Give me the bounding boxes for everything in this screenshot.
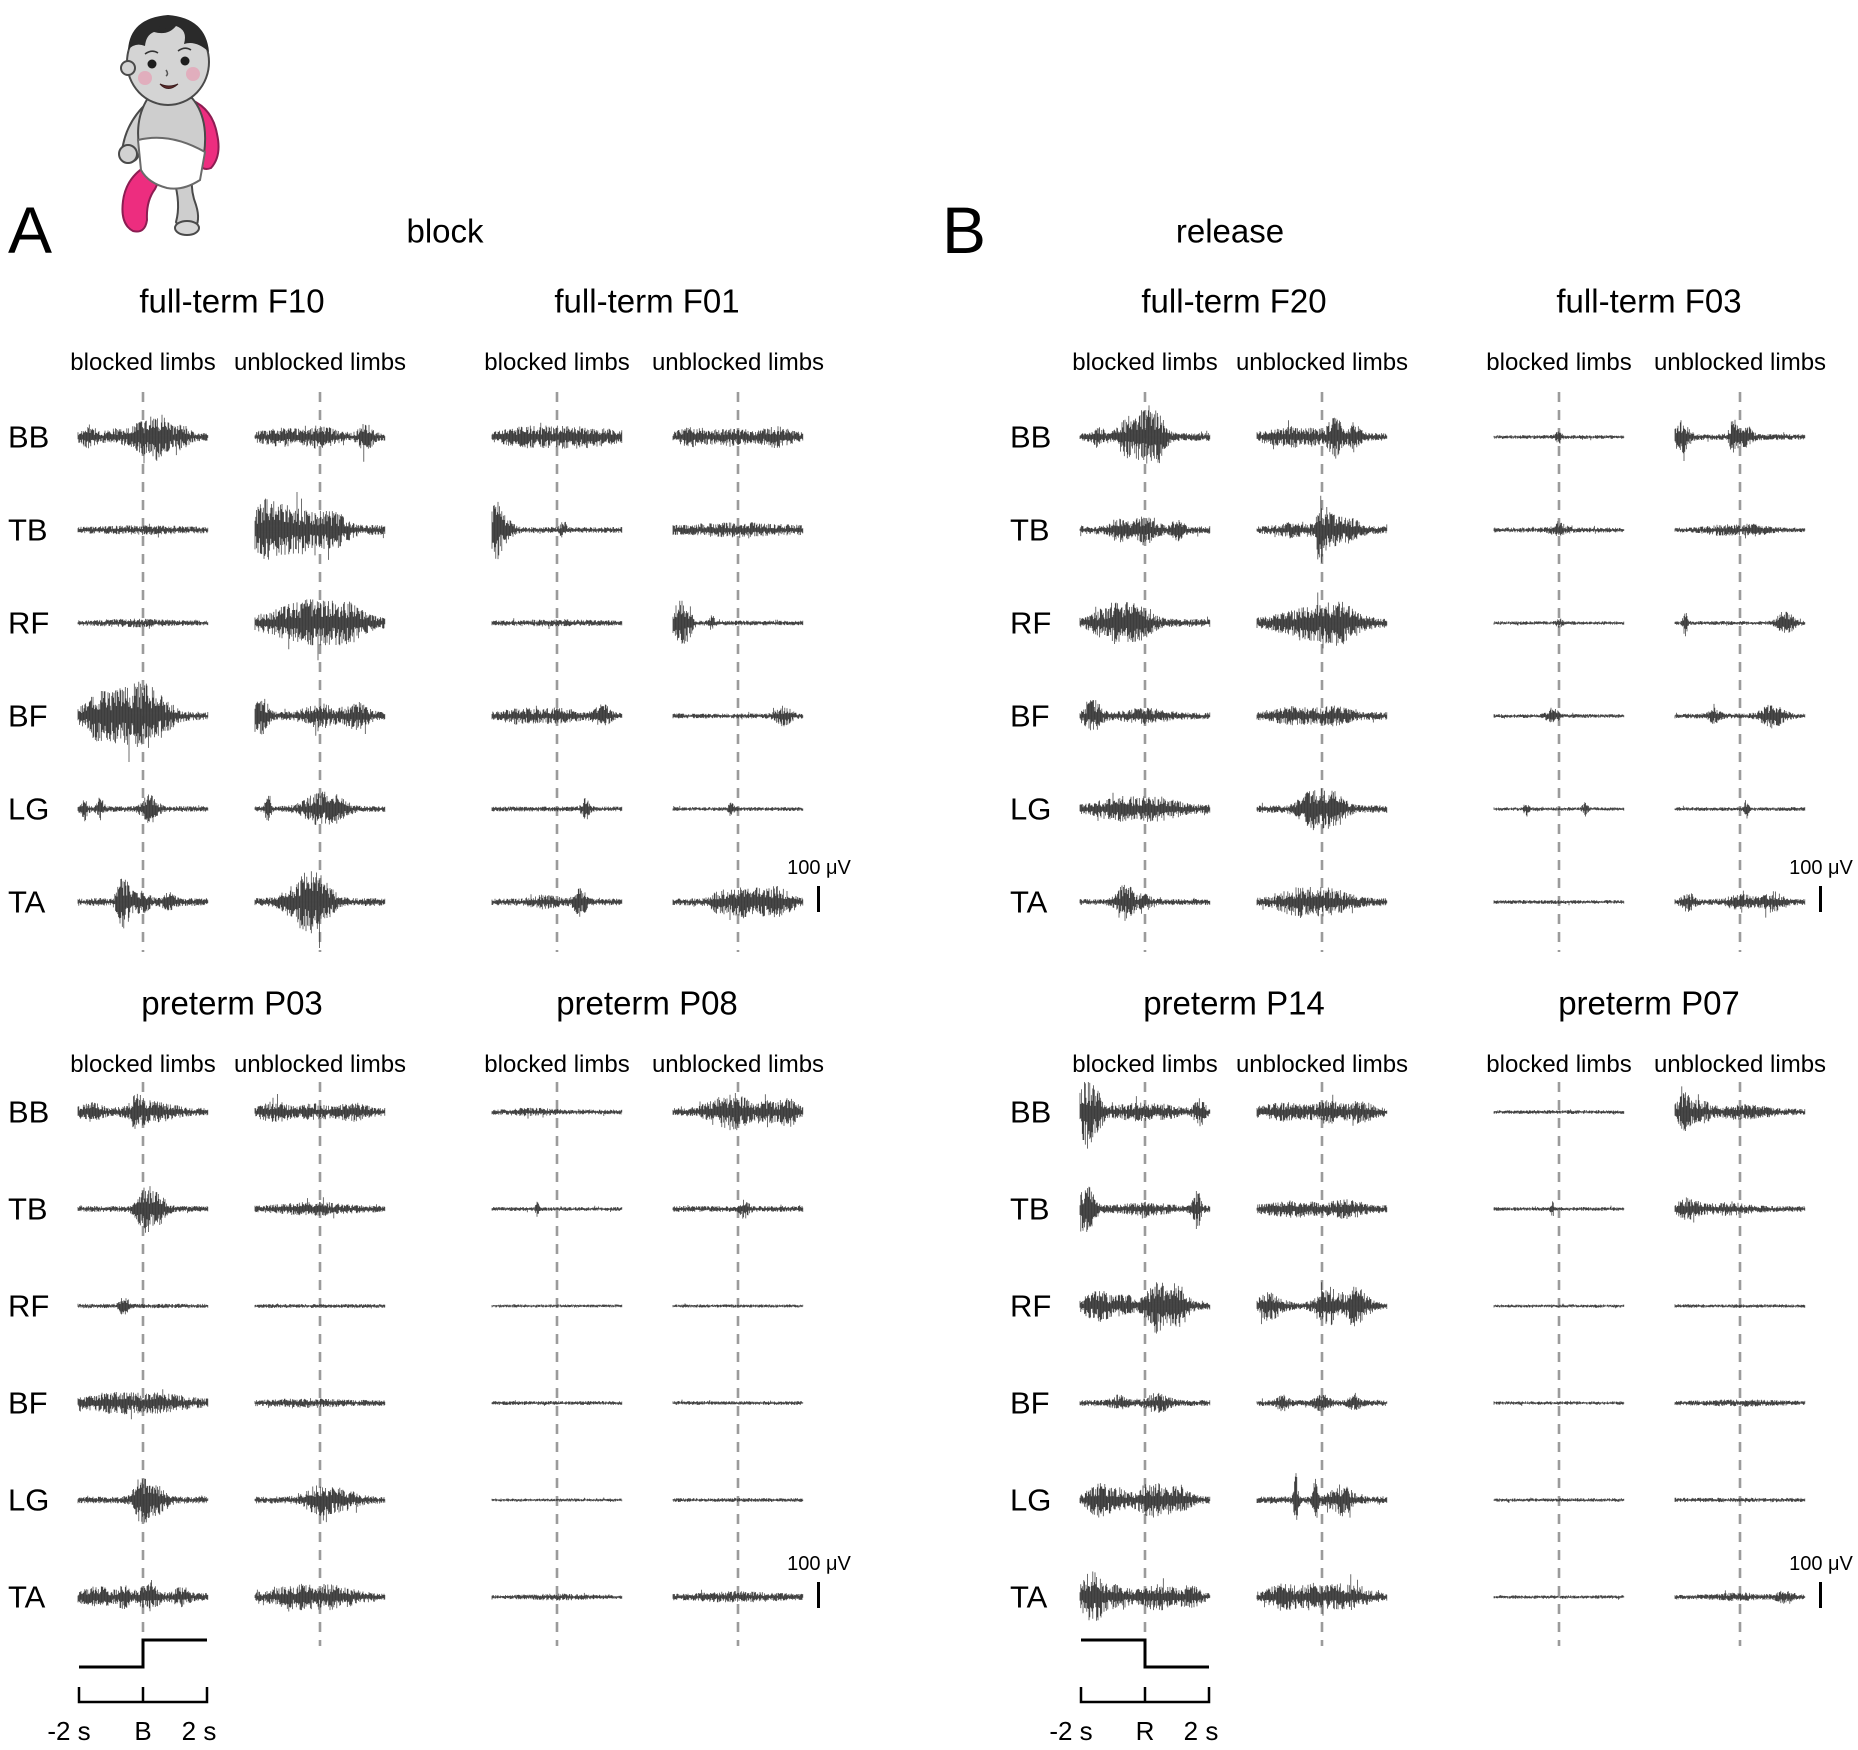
- muscle-label-RF: RF: [8, 1288, 50, 1324]
- group-title: preterm P14: [1143, 984, 1325, 1022]
- emg-trace-BF: [1675, 1400, 1805, 1407]
- muscle-label-TB: TB: [8, 1191, 48, 1227]
- panel-title-block: block: [406, 212, 484, 250]
- muscle-label-BF: BF: [8, 1385, 48, 1421]
- time-label: -2 s: [47, 1716, 91, 1746]
- group-title: full-term F20: [1141, 282, 1327, 320]
- panel-title-release: release: [1175, 212, 1285, 250]
- scale-bar: [817, 886, 820, 912]
- column-header: unblocked limbs: [1235, 349, 1409, 376]
- event-step-and-bracket: [70, 1628, 220, 1713]
- emg-trace-BB: [78, 415, 208, 464]
- emg-trace-path: [673, 601, 803, 644]
- muscle-label-BF: BF: [8, 698, 48, 734]
- scale-bar: [1819, 886, 1822, 912]
- time-label: -2 s: [1049, 1716, 1093, 1746]
- scale-bar: [817, 1582, 820, 1608]
- emg-trace-TB: [492, 502, 622, 559]
- time-bracket: [79, 1687, 207, 1702]
- muscle-label-BF: BF: [1010, 698, 1050, 734]
- emg-column: [487, 392, 627, 952]
- emg-trace-path: [673, 1400, 803, 1405]
- muscle-label-TA: TA: [1010, 884, 1048, 920]
- muscle-label-BB: BB: [1010, 1094, 1052, 1130]
- column-header: unblocked limbs: [651, 1051, 825, 1078]
- time-label: 2 s: [1183, 1716, 1219, 1746]
- muscle-label-BB: BB: [8, 1094, 50, 1130]
- column-header: unblocked limbs: [1235, 1051, 1409, 1078]
- step-signal-down: [1081, 1640, 1209, 1667]
- emg-column: [73, 392, 213, 952]
- panel-letter-A: A: [8, 193, 53, 267]
- baby-eye-left: [148, 60, 157, 69]
- scale-bar-label: 100 μV: [787, 857, 851, 879]
- muscle-label-RF: RF: [8, 605, 50, 641]
- baby-foot: [175, 221, 199, 235]
- group-title: preterm P07: [1558, 984, 1740, 1022]
- muscle-label-TB: TB: [8, 512, 48, 548]
- baby-illustration: [88, 2, 263, 237]
- step-signal-up: [79, 1640, 207, 1667]
- column-header: blocked limbs: [1072, 1051, 1218, 1078]
- time-label: 2 s: [181, 1716, 217, 1746]
- group-title: preterm P08: [556, 984, 738, 1022]
- scale-bar: [1819, 1582, 1822, 1608]
- emg-column: [1252, 392, 1392, 952]
- column-header: unblocked limbs: [651, 349, 825, 376]
- baby-cheek-right: [186, 67, 200, 81]
- muscle-label-TA: TA: [1010, 1579, 1048, 1615]
- scale-bar-label: 100 μV: [1789, 1553, 1853, 1575]
- muscle-label-BB: BB: [1010, 419, 1052, 455]
- emg-trace-BF: [673, 1400, 803, 1405]
- emg-trace-path: [1257, 593, 1387, 649]
- muscle-label-LG: LG: [8, 1482, 50, 1518]
- muscle-label-RF: RF: [1010, 605, 1052, 641]
- muscle-label-BB: BB: [8, 419, 50, 455]
- emg-trace-path: [78, 415, 208, 464]
- emg-column: [487, 1082, 627, 1646]
- emg-trace-BB: [1494, 1109, 1624, 1114]
- baby-hand: [119, 145, 137, 163]
- column-header: blocked limbs: [70, 1051, 216, 1078]
- emg-trace-path: [1494, 1109, 1624, 1114]
- muscle-label-BF: BF: [1010, 1385, 1050, 1421]
- emg-trace-BF: [1494, 1401, 1624, 1406]
- group-title: preterm P03: [141, 984, 323, 1022]
- muscle-label-TB: TB: [1010, 1191, 1050, 1227]
- emg-trace-RF: [673, 601, 803, 644]
- muscle-label-TB: TB: [1010, 512, 1050, 548]
- emg-column: [1489, 392, 1629, 952]
- scale-bar-label: 100 μV: [1789, 857, 1853, 879]
- baby-cheek-left: [138, 71, 152, 85]
- emg-trace-path: [492, 502, 622, 559]
- column-header: blocked limbs: [484, 349, 630, 376]
- emg-trace-path: [1494, 1401, 1624, 1406]
- scale-bar-label: 100 μV: [787, 1553, 851, 1575]
- column-header: blocked limbs: [1072, 349, 1218, 376]
- emg-column: [1075, 1082, 1215, 1646]
- muscle-label-LG: LG: [1010, 1482, 1052, 1518]
- column-header: unblocked limbs: [1653, 1051, 1827, 1078]
- emg-column: [250, 392, 390, 952]
- emg-column: [73, 1082, 213, 1646]
- column-header: blocked limbs: [1486, 1051, 1632, 1078]
- column-header: blocked limbs: [484, 1051, 630, 1078]
- muscle-label-TA: TA: [8, 884, 46, 920]
- emg-column: [250, 1082, 390, 1646]
- emg-trace-path: [492, 1400, 622, 1406]
- emg-trace-path: [1675, 1400, 1805, 1407]
- event-step-and-bracket: [1072, 1628, 1222, 1713]
- emg-trace-RF: [1257, 593, 1387, 649]
- muscle-label-TA: TA: [8, 1579, 46, 1615]
- emg-column: [1252, 1082, 1392, 1646]
- baby-ear: [121, 61, 135, 75]
- group-title: full-term F01: [554, 282, 740, 320]
- muscle-label-RF: RF: [1010, 1288, 1052, 1324]
- time-label: R: [1135, 1716, 1155, 1746]
- muscle-label-LG: LG: [1010, 791, 1052, 827]
- column-header: unblocked limbs: [233, 349, 407, 376]
- emg-column: [1489, 1082, 1629, 1646]
- time-label: B: [134, 1716, 152, 1746]
- emg-column: [1075, 392, 1215, 952]
- baby-eye-right: [181, 57, 190, 66]
- column-header: unblocked limbs: [233, 1051, 407, 1078]
- muscle-label-LG: LG: [8, 791, 50, 827]
- column-header: blocked limbs: [70, 349, 216, 376]
- emg-trace-BF: [492, 1400, 622, 1406]
- column-header: blocked limbs: [1486, 349, 1632, 376]
- group-title: full-term F03: [1556, 282, 1742, 320]
- time-bracket: [1081, 1687, 1209, 1702]
- column-header: unblocked limbs: [1653, 349, 1827, 376]
- panel-letter-B: B: [942, 193, 987, 267]
- group-title: full-term F10: [139, 282, 325, 320]
